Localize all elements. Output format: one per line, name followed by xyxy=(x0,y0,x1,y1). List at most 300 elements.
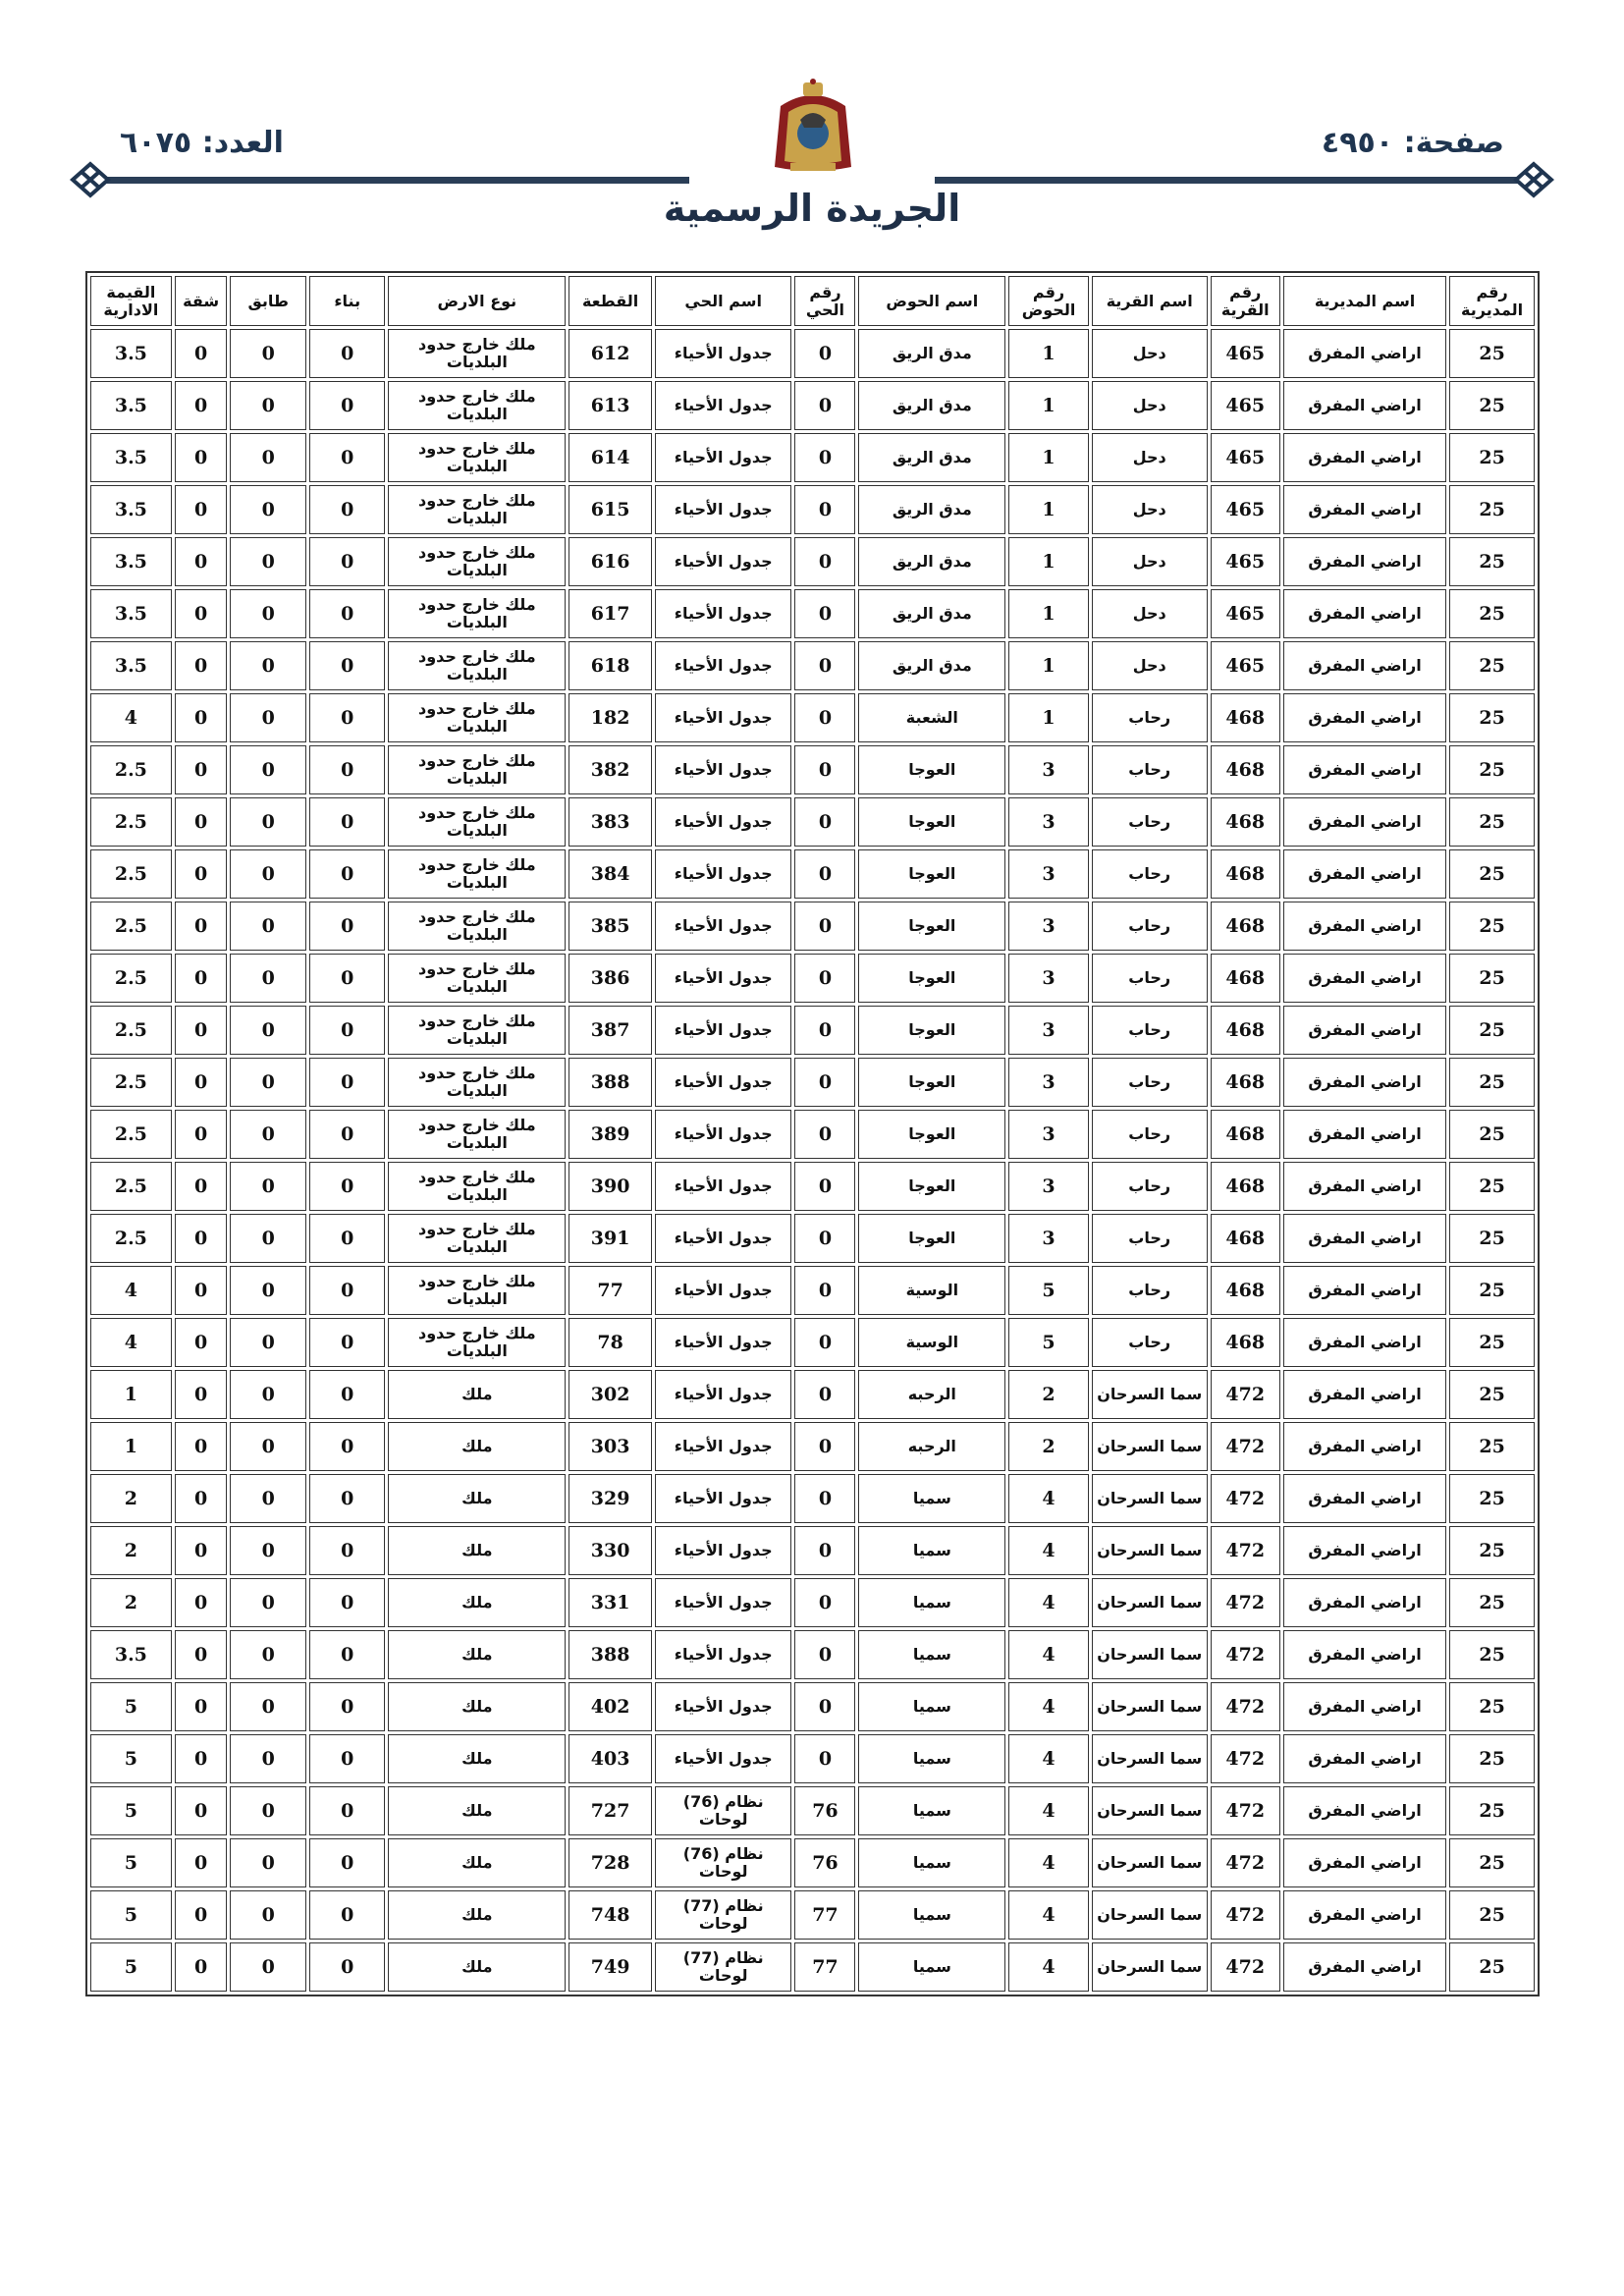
table-cell: رحاب xyxy=(1092,1266,1208,1315)
table-cell: اراضي المفرق xyxy=(1283,1058,1446,1107)
table-cell: 0 xyxy=(309,745,385,794)
table-cell: 0 xyxy=(309,1162,385,1211)
table-cell: 468 xyxy=(1211,1110,1280,1159)
table-cell: 4 xyxy=(1008,1734,1089,1783)
table-cell: 0 xyxy=(230,589,305,638)
table-cell: 472 xyxy=(1211,1474,1280,1523)
table-cell: 25 xyxy=(1449,433,1535,482)
table-cell: 0 xyxy=(309,1682,385,1731)
table-cell: 0 xyxy=(230,1266,305,1315)
table-cell: 472 xyxy=(1211,1942,1280,1992)
table-cell: 472 xyxy=(1211,1630,1280,1679)
table-cell: 5 xyxy=(90,1942,172,1992)
table-cell: 383 xyxy=(568,797,652,847)
table-cell: سما السرحان xyxy=(1092,1890,1208,1940)
table-cell: 0 xyxy=(309,381,385,430)
table-cell: 618 xyxy=(568,641,652,690)
table-row xyxy=(90,485,1535,534)
table-row xyxy=(90,433,1535,482)
table-row xyxy=(90,797,1535,847)
table-cell: 3 xyxy=(1008,1058,1089,1107)
table-cell: 0 xyxy=(230,1006,305,1055)
table-cell: 0 xyxy=(309,797,385,847)
table-cell: 386 xyxy=(568,954,652,1003)
table-cell: 0 xyxy=(175,1526,228,1575)
column-header: رقم الحي xyxy=(794,276,855,326)
table-cell: سميا xyxy=(858,1526,1005,1575)
table-row xyxy=(90,902,1535,951)
table-cell: 0 xyxy=(230,954,305,1003)
table-cell: اراضي المفرق xyxy=(1283,1370,1446,1419)
table-cell: جدول الأحياء xyxy=(655,1734,791,1783)
table-cell: اراضي المفرق xyxy=(1283,1474,1446,1523)
table-cell: 3.5 xyxy=(90,1630,172,1679)
table-cell: 3 xyxy=(1008,1162,1089,1211)
table-cell: 25 xyxy=(1449,1942,1535,1992)
table-cell: 0 xyxy=(175,1058,228,1107)
table-cell: اراضي المفرق xyxy=(1283,1630,1446,1679)
table-cell: 468 xyxy=(1211,954,1280,1003)
table-cell: 0 xyxy=(309,1318,385,1367)
table-cell: 25 xyxy=(1449,485,1535,534)
table-cell: 0 xyxy=(309,485,385,534)
table-cell: 749 xyxy=(568,1942,652,1992)
table-cell: 465 xyxy=(1211,537,1280,586)
table-cell: 472 xyxy=(1211,1838,1280,1887)
table-cell: 0 xyxy=(230,1578,305,1627)
table-row xyxy=(90,1890,1535,1940)
table-cell: جدول الأحياء xyxy=(655,1526,791,1575)
table-cell: 465 xyxy=(1211,329,1280,378)
table-cell: 0 xyxy=(230,902,305,951)
table-cell: سما السرحان xyxy=(1092,1838,1208,1887)
table-cell: 0 xyxy=(230,1942,305,1992)
table-cell: 25 xyxy=(1449,1214,1535,1263)
table-cell: ملك xyxy=(388,1890,566,1940)
table-cell: 25 xyxy=(1449,329,1535,378)
table-cell: 0 xyxy=(175,1162,228,1211)
table-cell: 0 xyxy=(309,537,385,586)
column-header: القيمة الادارية xyxy=(90,276,172,326)
table-cell: 613 xyxy=(568,381,652,430)
table-cell: 0 xyxy=(794,485,855,534)
table-cell: 0 xyxy=(175,641,228,690)
table-cell: اراضي المفرق xyxy=(1283,797,1446,847)
table-cell: 468 xyxy=(1211,849,1280,899)
table-cell: جدول الأحياء xyxy=(655,485,791,534)
table-cell: اراضي المفرق xyxy=(1283,1110,1446,1159)
table-row xyxy=(90,1006,1535,1055)
table-cell: 3 xyxy=(1008,954,1089,1003)
table-cell: ملك خارج حدود البلديات xyxy=(388,1214,566,1263)
table-cell: 25 xyxy=(1449,1734,1535,1783)
table-cell: 0 xyxy=(794,902,855,951)
table-cell: 0 xyxy=(175,693,228,742)
table-cell: 465 xyxy=(1211,641,1280,690)
table-row xyxy=(90,1942,1535,1992)
table-cell: 0 xyxy=(309,433,385,482)
table-cell: 25 xyxy=(1449,537,1535,586)
table-cell: 1 xyxy=(1008,641,1089,690)
table-cell: 0 xyxy=(230,1058,305,1107)
table-cell: 0 xyxy=(309,1526,385,1575)
table-cell: ملك خارج حدود البلديات xyxy=(388,1266,566,1315)
table-cell: دحل xyxy=(1092,537,1208,586)
table-cell: 25 xyxy=(1449,1474,1535,1523)
table-cell: دحل xyxy=(1092,433,1208,482)
table-row xyxy=(90,1578,1535,1627)
table-cell: رحاب xyxy=(1092,849,1208,899)
table-cell: 0 xyxy=(175,1474,228,1523)
table-cell: 472 xyxy=(1211,1526,1280,1575)
table-cell: 5 xyxy=(90,1734,172,1783)
table-cell: 0 xyxy=(794,797,855,847)
table-cell: رحاب xyxy=(1092,1162,1208,1211)
table-cell: 384 xyxy=(568,849,652,899)
table-cell: 0 xyxy=(175,1630,228,1679)
table-cell: الوسية xyxy=(858,1318,1005,1367)
table-cell: 2.5 xyxy=(90,849,172,899)
table-row xyxy=(90,1110,1535,1159)
table-cell: 0 xyxy=(175,1422,228,1471)
table-cell: 391 xyxy=(568,1214,652,1263)
table-cell: الشعبة xyxy=(858,693,1005,742)
table-cell: جدول الأحياء xyxy=(655,1266,791,1315)
table-cell: 25 xyxy=(1449,1370,1535,1419)
table-row xyxy=(90,1526,1535,1575)
table-cell: 0 xyxy=(794,1734,855,1783)
table-cell: 2.5 xyxy=(90,1058,172,1107)
table-cell: 0 xyxy=(794,537,855,586)
issue-number: العدد: ٦٠٧٥ xyxy=(120,126,284,160)
table-cell: 0 xyxy=(309,1058,385,1107)
table-cell: 0 xyxy=(309,1786,385,1835)
table-cell: سميا xyxy=(858,1942,1005,1992)
table-cell: اراضي المفرق xyxy=(1283,589,1446,638)
table-cell: سميا xyxy=(858,1838,1005,1887)
column-header: اسم الحي xyxy=(655,276,791,326)
table-cell: ملك xyxy=(388,1578,566,1627)
table-cell: جدول الأحياء xyxy=(655,1578,791,1627)
table-cell: العوجا xyxy=(858,902,1005,951)
table-cell: 0 xyxy=(230,1370,305,1419)
table-cell: جدول الأحياء xyxy=(655,329,791,378)
table-cell: 0 xyxy=(230,433,305,482)
table-cell: 0 xyxy=(309,329,385,378)
table-cell: 0 xyxy=(230,1786,305,1835)
table-cell: دحل xyxy=(1092,381,1208,430)
table-cell: مدق الريق xyxy=(858,641,1005,690)
table-cell: اراضي المفرق xyxy=(1283,1266,1446,1315)
table-cell: جدول الأحياء xyxy=(655,849,791,899)
table-cell: 0 xyxy=(175,1682,228,1731)
table-cell: ملك خارج حدود البلديات xyxy=(388,902,566,951)
table-cell: جدول الأحياء xyxy=(655,537,791,586)
table-cell: 25 xyxy=(1449,1318,1535,1367)
table-cell: الرحبه xyxy=(858,1370,1005,1419)
table-cell: 0 xyxy=(175,1266,228,1315)
table-cell: 1 xyxy=(90,1422,172,1471)
table-cell: رحاب xyxy=(1092,902,1208,951)
table-row xyxy=(90,1474,1535,1523)
table-cell: ملك xyxy=(388,1370,566,1419)
table-cell: 0 xyxy=(309,1214,385,1263)
table-cell: 25 xyxy=(1449,1786,1535,1835)
table-cell: اراضي المفرق xyxy=(1283,1942,1446,1992)
table-cell: اراضي المفرق xyxy=(1283,1162,1446,1211)
table-row xyxy=(90,1266,1535,1315)
table-cell: 78 xyxy=(568,1318,652,1367)
table-cell: 76 xyxy=(794,1786,855,1835)
table-cell: 2 xyxy=(90,1578,172,1627)
table-cell: ملك xyxy=(388,1526,566,1575)
table-cell: اراضي المفرق xyxy=(1283,1838,1446,1887)
table-cell: 465 xyxy=(1211,433,1280,482)
table-cell: 4 xyxy=(1008,1526,1089,1575)
table-cell: 0 xyxy=(309,954,385,1003)
table-cell: اراضي المفرق xyxy=(1283,902,1446,951)
table-cell: 617 xyxy=(568,589,652,638)
table-cell: 5 xyxy=(1008,1266,1089,1315)
table-cell: 1 xyxy=(1008,537,1089,586)
table-cell: 0 xyxy=(309,1734,385,1783)
table-cell: 1 xyxy=(1008,381,1089,430)
table-cell: 0 xyxy=(309,1422,385,1471)
table-cell: ملك خارج حدود البلديات xyxy=(388,485,566,534)
column-header: بناء xyxy=(309,276,385,326)
table-cell: 25 xyxy=(1449,849,1535,899)
table-cell: 0 xyxy=(230,329,305,378)
table-cell: جدول الأحياء xyxy=(655,589,791,638)
table-cell: 25 xyxy=(1449,1838,1535,1887)
table-cell: 3 xyxy=(1008,1110,1089,1159)
table-cell: 4 xyxy=(90,1266,172,1315)
table-cell: الوسية xyxy=(858,1266,1005,1315)
table-cell: اراضي المفرق xyxy=(1283,537,1446,586)
table-row xyxy=(90,1838,1535,1887)
table-row xyxy=(90,693,1535,742)
table-cell: ملك xyxy=(388,1682,566,1731)
jordan-coat-of-arms-icon xyxy=(763,77,863,179)
table-cell: دحل xyxy=(1092,589,1208,638)
table-cell: 302 xyxy=(568,1370,652,1419)
table-cell: 5 xyxy=(90,1682,172,1731)
column-header: اسم الحوض xyxy=(858,276,1005,326)
table-cell: 468 xyxy=(1211,745,1280,794)
table-cell: 0 xyxy=(175,537,228,586)
table-cell: سميا xyxy=(858,1734,1005,1783)
table-cell: 0 xyxy=(794,1682,855,1731)
table-cell: 390 xyxy=(568,1162,652,1211)
table-cell: 2 xyxy=(90,1526,172,1575)
table-cell: 25 xyxy=(1449,589,1535,638)
table-cell: 0 xyxy=(309,1838,385,1887)
table-cell: 25 xyxy=(1449,1526,1535,1575)
table-cell: 0 xyxy=(794,1370,855,1419)
table-cell: 3 xyxy=(1008,1214,1089,1263)
header-rule-right xyxy=(935,177,1518,184)
table-cell: 472 xyxy=(1211,1422,1280,1471)
table-cell: 468 xyxy=(1211,693,1280,742)
table-cell: ملك خارج حدود البلديات xyxy=(388,1162,566,1211)
header-rule-left xyxy=(106,177,689,184)
table-cell: 4 xyxy=(1008,1838,1089,1887)
table-cell: 303 xyxy=(568,1422,652,1471)
table-cell: اراضي المفرق xyxy=(1283,381,1446,430)
table-cell: ملك خارج حدود البلديات xyxy=(388,954,566,1003)
table-cell: 0 xyxy=(794,1474,855,1523)
table-row xyxy=(90,589,1535,638)
table-cell: سميا xyxy=(858,1682,1005,1731)
table-cell: 616 xyxy=(568,537,652,586)
table-cell: 2.5 xyxy=(90,1214,172,1263)
table-cell: رحاب xyxy=(1092,1058,1208,1107)
table-cell: سميا xyxy=(858,1890,1005,1940)
table-cell: 2.5 xyxy=(90,954,172,1003)
table-cell: جدول الأحياء xyxy=(655,1058,791,1107)
table-cell: 0 xyxy=(175,1110,228,1159)
table-cell: 2.5 xyxy=(90,745,172,794)
table-cell: ملك خارج حدود البلديات xyxy=(388,641,566,690)
table-cell: 25 xyxy=(1449,641,1535,690)
table-cell: 728 xyxy=(568,1838,652,1887)
column-header: اسم المديرية xyxy=(1283,276,1446,326)
column-header: القطعة xyxy=(568,276,652,326)
table-cell: 0 xyxy=(309,1110,385,1159)
table-row xyxy=(90,1162,1535,1211)
column-header: رقم الحوض xyxy=(1008,276,1089,326)
table-cell: جدول الأحياء xyxy=(655,1370,791,1419)
table-cell: 0 xyxy=(230,1318,305,1367)
table-cell: 3 xyxy=(1008,902,1089,951)
table-cell: ملك خارج حدود البلديات xyxy=(388,849,566,899)
table-cell: 0 xyxy=(175,849,228,899)
table-row xyxy=(90,641,1535,690)
table-cell: 25 xyxy=(1449,1890,1535,1940)
table-cell: العوجا xyxy=(858,1006,1005,1055)
table-cell: اراضي المفرق xyxy=(1283,1786,1446,1835)
table-cell: 330 xyxy=(568,1526,652,1575)
table-cell: 0 xyxy=(794,693,855,742)
table-cell: 468 xyxy=(1211,1266,1280,1315)
table-cell: 0 xyxy=(794,745,855,794)
table-cell: 3 xyxy=(1008,745,1089,794)
table-cell: 76 xyxy=(794,1838,855,1887)
table-cell: 2 xyxy=(1008,1370,1089,1419)
table-cell: 0 xyxy=(175,1318,228,1367)
table-cell: العوجا xyxy=(858,849,1005,899)
table-cell: نظام (77) لوحات xyxy=(655,1890,791,1940)
table-cell: جدول الأحياء xyxy=(655,693,791,742)
table-row xyxy=(90,329,1535,378)
table-row xyxy=(90,1734,1535,1783)
table-cell: مدق الريق xyxy=(858,485,1005,534)
table-cell: اراضي المفرق xyxy=(1283,1318,1446,1367)
table-row xyxy=(90,1318,1535,1367)
table-cell: 0 xyxy=(230,1214,305,1263)
table-cell: جدول الأحياء xyxy=(655,1110,791,1159)
table-cell: دحل xyxy=(1092,329,1208,378)
table-cell: 25 xyxy=(1449,745,1535,794)
table-cell: 0 xyxy=(230,381,305,430)
table-cell: 472 xyxy=(1211,1370,1280,1419)
table-cell: 0 xyxy=(230,537,305,586)
table-cell: 0 xyxy=(309,1474,385,1523)
table-cell: ملك خارج حدود البلديات xyxy=(388,1110,566,1159)
table-cell: 25 xyxy=(1449,1682,1535,1731)
table-cell: جدول الأحياء xyxy=(655,1682,791,1731)
table-cell: 2.5 xyxy=(90,1006,172,1055)
table-cell: ملك خارج حدود البلديات xyxy=(388,1318,566,1367)
table-cell: 4 xyxy=(1008,1786,1089,1835)
table-row xyxy=(90,1682,1535,1731)
table-cell: 0 xyxy=(794,1422,855,1471)
table-cell: 1 xyxy=(1008,485,1089,534)
table-cell: 25 xyxy=(1449,1162,1535,1211)
table-cell: اراضي المفرق xyxy=(1283,849,1446,899)
table-cell: 0 xyxy=(309,902,385,951)
table-cell: اراضي المفرق xyxy=(1283,433,1446,482)
table-row xyxy=(90,1422,1535,1471)
table-cell: دحل xyxy=(1092,641,1208,690)
table-cell: 1 xyxy=(1008,433,1089,482)
table-cell: 614 xyxy=(568,433,652,482)
table-cell: 4 xyxy=(90,693,172,742)
table-cell: سما السرحان xyxy=(1092,1942,1208,1992)
table-cell: 0 xyxy=(175,1734,228,1783)
table-cell: سما السرحان xyxy=(1092,1526,1208,1575)
table-cell: 0 xyxy=(175,902,228,951)
table-cell: 468 xyxy=(1211,797,1280,847)
table-cell: 2.5 xyxy=(90,797,172,847)
table-cell: 25 xyxy=(1449,797,1535,847)
table-cell: 25 xyxy=(1449,693,1535,742)
table-cell: 468 xyxy=(1211,1006,1280,1055)
table-cell: 468 xyxy=(1211,902,1280,951)
table-cell: ملك xyxy=(388,1630,566,1679)
table-cell: سما السرحان xyxy=(1092,1630,1208,1679)
table-cell: 615 xyxy=(568,485,652,534)
table-cell: 0 xyxy=(230,1682,305,1731)
table-cell: اراضي المفرق xyxy=(1283,641,1446,690)
table-cell: 465 xyxy=(1211,381,1280,430)
table-cell: 472 xyxy=(1211,1890,1280,1940)
table-cell: 0 xyxy=(230,693,305,742)
table-cell: 0 xyxy=(230,849,305,899)
column-header: نوع الارض xyxy=(388,276,566,326)
table-cell: 0 xyxy=(175,954,228,1003)
table-cell: رحاب xyxy=(1092,1006,1208,1055)
table-cell: 0 xyxy=(794,329,855,378)
table-cell: 0 xyxy=(309,589,385,638)
table-cell: 0 xyxy=(794,954,855,1003)
table-row xyxy=(90,381,1535,430)
table-cell: اراضي المفرق xyxy=(1283,1422,1446,1471)
table-cell: 472 xyxy=(1211,1578,1280,1627)
table-cell: 5 xyxy=(1008,1318,1089,1367)
table-cell: 0 xyxy=(175,433,228,482)
table-cell: رحاب xyxy=(1092,1214,1208,1263)
table-cell: 5 xyxy=(90,1786,172,1835)
table-cell: 0 xyxy=(230,1630,305,1679)
table-cell: 0 xyxy=(794,381,855,430)
table-cell: ملك xyxy=(388,1422,566,1471)
table-cell: 3.5 xyxy=(90,433,172,482)
table-cell: ملك خارج حدود البلديات xyxy=(388,693,566,742)
table-cell: 0 xyxy=(794,641,855,690)
table-cell: 25 xyxy=(1449,1058,1535,1107)
table-cell: سميا xyxy=(858,1474,1005,1523)
